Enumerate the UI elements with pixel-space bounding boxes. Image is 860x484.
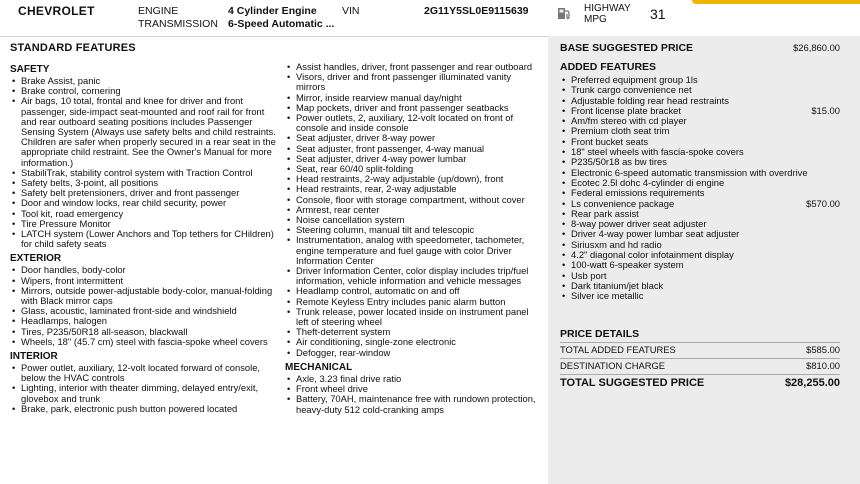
safety-heading: SAFETY <box>10 64 50 75</box>
feature-item: • Seat adjuster, driver 8-way power <box>285 133 540 143</box>
added-features-list <box>560 75 840 302</box>
price-divider <box>560 358 840 359</box>
feature-item: • Head restraints, 2-way adjustable (up/down), front <box>285 174 540 184</box>
feature-item: • Headlamp control, automatic on and off <box>285 286 540 296</box>
added-feature-label: Am/fm stereo with cd player <box>571 115 687 127</box>
price-divider <box>560 342 840 343</box>
added-feature-label: 18" steel wheels with fascia-spoke covers <box>571 146 744 158</box>
engine-label: ENGINE <box>138 5 179 17</box>
header-accent-tab <box>692 0 860 4</box>
feature-item: • Assist handles, driver, front passenger and rear outboard <box>285 62 540 72</box>
added-feature-label: Electronic 6-speed automatic transmission with overdrive <box>571 166 808 178</box>
added-feature-label: Rear park assist <box>571 207 639 219</box>
added-feature-label: Ecotec 2.5l dohc 4-cylinder di engine <box>571 176 725 188</box>
base-price-value: $26,860.00 <box>793 42 840 53</box>
highway-mpg-value: 31 <box>650 6 666 22</box>
feature-item: • Seat adjuster, front passenger, 4-way manual <box>285 144 540 154</box>
feature-item: • Mirror, inside rearview manual day/night <box>285 93 540 103</box>
feature-item: • Headlamps, halogen <box>10 316 278 326</box>
added-feature-price: $15.00 <box>811 104 840 116</box>
feature-item: • Tires, P235/50R18 all-season, blackwall <box>10 327 278 337</box>
feature-item: • Head restraints, rear, 2-way adjustable <box>285 184 540 194</box>
total-price-row <box>560 377 840 389</box>
added-feature-label: Ls convenience package <box>571 197 675 209</box>
feature-item: • Tire Pressure Monitor <box>10 219 278 229</box>
added-feature-label: Preferred equipment group 1ls <box>571 74 698 85</box>
feature-item: • Safety belt pretensioners, driver and front passenger <box>10 188 278 198</box>
interior-heading: INTERIOR <box>10 351 58 363</box>
destination-row <box>560 361 840 371</box>
feature-item: • Door and window locks, rear child security, power <box>10 198 278 208</box>
added-feature-label: 100-watt 6-speaker system <box>571 259 684 271</box>
price-details-heading: PRICE DETAILS <box>560 328 640 340</box>
destination-label: DESTINATION CHARGE <box>560 360 666 371</box>
highway-mpg-label: HIGHWAY MPG <box>584 3 631 25</box>
feature-item: • Air bags, 10 total, frontal and knee for driver and front passenger, side-impact seat-mounted and roof rail for front and rear outboard seating positions includes Passenger Sensing System (Always use safety belts and child restraints. Children are safer when properly secured in a rear seat in the appropriate child restraint. See the Owner's Manual for more information.) <box>10 96 278 167</box>
feature-item: • Remote Keyless Entry includes panic alarm button <box>285 297 540 307</box>
brand-logo-text: CHEVROLET <box>18 4 95 18</box>
feature-item: • Trunk release, power located inside on instrument panel left of steering wheel <box>285 307 540 327</box>
added-feature-label: Front bucket seats <box>571 135 649 147</box>
feature-item: • Safety belts, 3-point, all positions <box>10 178 278 188</box>
feature-item: • Power outlets, 2, auxiliary, 12-volt located on front of console and inside console <box>285 113 540 133</box>
interior-list <box>10 363 278 414</box>
added-feature-label: Federal emissions requirements <box>571 187 705 199</box>
feature-item: • Instrumentation, analog with speedometer, tachometer, engine temperature and fuel gauge with color Driver Information Center <box>285 235 540 266</box>
added-feature-label: Premium cloth seat trim <box>571 125 670 137</box>
feature-item: • Steering column, manual tilt and telescopic <box>285 225 540 235</box>
added-feature-item <box>560 291 840 301</box>
engine-value: 4 Cylinder Engine <box>228 5 317 17</box>
vin-label: VIN <box>342 5 360 17</box>
added-feature-label: Usb port <box>571 269 607 281</box>
standard-features <box>10 42 540 484</box>
total-price-label: TOTAL SUGGESTED PRICE <box>560 377 705 389</box>
feature-item: • Brake control, cornering <box>10 86 278 96</box>
price-divider <box>560 374 840 375</box>
mechanical-heading: MECHANICAL <box>285 361 353 373</box>
total-price-value: $28,255.00 <box>784 377 840 389</box>
feature-item: • Wipers, front intermittent <box>10 276 278 286</box>
destination-value: $810.00 <box>806 360 840 371</box>
transmission-value: 6-Speed Automatic ... <box>228 18 335 30</box>
feature-item: • Driver Information Center, color display includes trip/fuel information, vehicle information and vehicle messages <box>285 266 540 286</box>
total-added-value: $585.00 <box>806 344 840 355</box>
interior-continued-list <box>285 62 540 358</box>
safety-list <box>10 76 278 249</box>
feature-item: • Door handles, body-color <box>10 265 278 275</box>
vin-value: 2G11Y5SL0E9115639 <box>424 5 529 17</box>
added-feature-label: 8-way power driver seat adjuster <box>571 218 707 230</box>
added-feature-label: Driver 4-way power lumbar seat adjuster <box>571 228 740 240</box>
added-feature-label: Silver ice metallic <box>571 290 644 302</box>
mechanical-list <box>285 374 540 415</box>
feature-item: • Battery, 70AH, maintenance free with rundown protection, heavy-duty 512 cold-cranking amps <box>285 394 540 414</box>
added-feature-label: Front license plate bracket <box>571 104 681 116</box>
added-feature-label: Siriusxm and hd radio <box>571 238 662 250</box>
feature-item: • Tool kit, road emergency <box>10 209 278 219</box>
feature-item: • Lighting, interior with theater dimming, delayed entry/exit, glovebox and trunk <box>10 383 278 403</box>
base-price-label: BASE SUGGESTED PRICE <box>560 42 694 54</box>
sticker-header <box>0 0 860 36</box>
feature-item: • Front wheel drive <box>285 384 540 394</box>
standard-features-title: STANDARD FEATURES <box>10 42 136 54</box>
feature-item: • Wheels, 18" (45.7 cm) steel with fascia-spoke wheel covers <box>10 337 278 347</box>
feature-item: • Power outlet, auxiliary, 12-volt located forward of console, below the HVAC controls <box>10 363 278 383</box>
feature-item: • LATCH system (Lower Anchors and Top tethers for CHildren) for child safety seats <box>10 229 278 249</box>
feature-item: • Armrest, rear center <box>285 205 540 215</box>
total-added-label: TOTAL ADDED FEATURES <box>560 344 676 355</box>
added-feature-label: Dark titanium/jet black <box>571 279 664 291</box>
exterior-list <box>10 265 278 347</box>
feature-item: • Seat, rear 60/40 split-folding <box>285 164 540 174</box>
added-feature-label: 4.2" diagonal color infotainment display <box>571 249 734 261</box>
feature-item: • Map pockets, driver and front passenger seatbacks <box>285 103 540 113</box>
feature-item: • Brake Assist, panic <box>10 76 278 86</box>
feature-item: • Glass, acoustic, laminated front-side and windshield <box>10 306 278 316</box>
added-feature-label: P235/50r18 as bw tires <box>571 156 667 168</box>
added-feature-label: Trunk cargo convenience net <box>571 84 692 96</box>
added-feature-label: Adjustable folding rear head restraints <box>571 94 729 106</box>
features-column-left <box>10 62 278 414</box>
base-price-row <box>560 42 840 54</box>
feature-item: • Mirrors, outside power-adjustable body-color, manual-folding with Black mirror caps <box>10 286 278 306</box>
transmission-label: TRANSMISSION <box>138 18 218 30</box>
feature-item: • Theft-deterrent system <box>285 327 540 337</box>
pricing-panel <box>548 36 860 484</box>
feature-item: • Noise cancellation system <box>285 215 540 225</box>
feature-item: • Air conditioning, single-zone electronic <box>285 337 540 347</box>
added-feature-price: $570.00 <box>806 197 840 209</box>
fuel-pump-icon <box>556 5 572 25</box>
feature-item: • Brake, park, electronic push button powered located <box>10 404 278 414</box>
feature-item: • Axle, 3.23 final drive ratio <box>285 374 540 384</box>
feature-item: • StabiliTrak, stability control system with Traction Control <box>10 168 278 178</box>
feature-item: • Console, floor with storage compartment, without cover <box>285 195 540 205</box>
total-added-row <box>560 345 840 355</box>
feature-item: • Defogger, rear-window <box>285 348 540 358</box>
features-column-right <box>285 62 540 415</box>
exterior-heading: EXTERIOR <box>10 253 62 265</box>
added-features-heading: ADDED FEATURES <box>560 61 657 73</box>
feature-item: • Visors, driver and front passenger illuminated vanity mirrors <box>285 72 540 92</box>
feature-item: • Seat adjuster, driver 4-way power lumbar <box>285 154 540 164</box>
